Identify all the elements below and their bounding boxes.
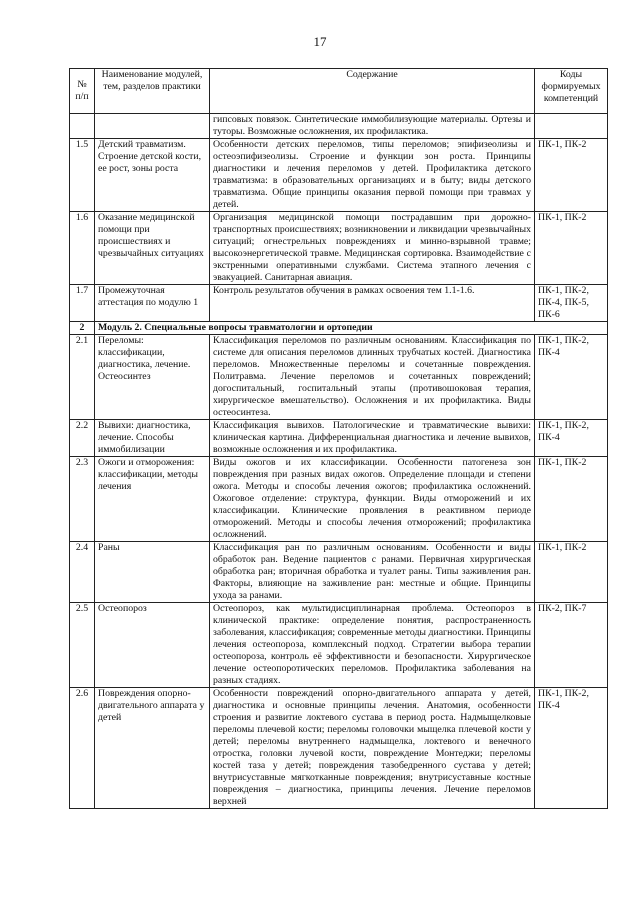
row-content: Особенности детских переломов, типы переломов; эпифизеолизы и остеоэпифизеолизы. Строение и функции зон роста. Принципы диагностики и лечения переломов у детей. Профилактика детского травматизма: в образовательных организациях и в быту; виды детского травматизма. Общие принципы оказания первой помощи при травмах у детей. <box>210 139 535 212</box>
row-name: Детский травматизм. Строение детской кости, ее рост, зоны роста <box>95 139 210 212</box>
module-number: 2 <box>70 322 95 335</box>
table-row <box>70 212 608 285</box>
header-number: № п/п <box>70 69 95 114</box>
curriculum-table <box>69 68 608 809</box>
module-title: Модуль 2. Специальные вопросы травматологии и ортопедии <box>95 322 608 335</box>
row-content: Классификация переломов по различным основаниям. Классификация по системе для описания переломов длинных трубчатых костей. Диагностика переломов. Множественные переломы и сочетанные повреждения. Политравма. Лечение переломов и сочетанных повреждений; догоспитальный, госпитальный этапы (противошоковая терапия, хирургическое вмешательство). Осложнения и их профилактика. Виды остеосинтеза. <box>210 335 535 420</box>
module-row <box>70 322 608 335</box>
row-name: Ожоги и отморожения: классификации, методы лечения <box>95 457 210 542</box>
row-number: 2.3 <box>70 457 95 542</box>
header-codes: Коды формируемых компетенций <box>535 69 608 114</box>
table-row <box>70 114 608 139</box>
row-content: Организация медицинской помощи пострадавшим при дорожно-транспортных происшествиях; возникновении и ликвидации чрезвычайных ситуаций; огнестрельных повреждениях и минно-взрывной травме; высокоэнергетической травме. Медицинская сортировка. Взаимодействие с экстренными оперативными службами. Система этапного лечения с эвакуацией. Санитарная авиация. <box>210 212 535 285</box>
page-number: 17 <box>313 34 327 49</box>
row-name: Остеопороз <box>95 603 210 688</box>
row-content: Виды ожогов и их классификации. Особенности патогенеза зон повреждения при разных видах ожогов. Определение площади и степени ожога. Методы и способы лечения ожогов; профилактика осложнений. Ожоговое отделение: структура, функции. Виды отморожений и их классификации. Клинические проявления в реактивном периоде отморожений. Методы и способы лечения отморожений; профилактика осложнений. <box>210 457 535 542</box>
row-content: Особенности повреждений опорно-двигательного аппарата у детей, диагностика и основные принципы лечения. Анатомия, особенности строения и развитие локтевого сустава в период роста. Надмыщелковые переломы плечевой кости; переломы головочки мыщелка плечевой кости у детей; переломы внутреннего надмыщелка, локтевого и венечного отростка, головки лучевой кости, повреждение Монтеджи; переломы костей таза у детей; повреждения тазобедренного сустава у детей; внутрисуставные мягкотканные повреждения; внутрисуставные костные повреждения – диагностика, принципы лечения. Лечение переломов верхней <box>210 688 535 809</box>
row-codes: ПК-1, ПК-2, ПК-4 <box>535 335 608 420</box>
row-number: 2.6 <box>70 688 95 809</box>
row-codes: ПК-1, ПК-2 <box>535 457 608 542</box>
row-codes: ПК-2, ПК-7 <box>535 603 608 688</box>
row-number <box>70 114 95 139</box>
row-name: Промежуточная аттестация по модулю 1 <box>95 285 210 322</box>
row-number: 1.6 <box>70 212 95 285</box>
row-name: Раны <box>95 542 210 603</box>
row-codes: ПК-1, ПК-2 <box>535 139 608 212</box>
row-number: 2.1 <box>70 335 95 420</box>
row-name: Повреждения опорно-двигательного аппарата у детей <box>95 688 210 809</box>
row-codes: ПК-1, ПК-2 <box>535 542 608 603</box>
row-content: гипсовых повязок. Синтетические иммобилизующие материалы. Ортезы и туторы. Возможные осложнения, их профилактика. <box>210 114 535 139</box>
row-number: 2.5 <box>70 603 95 688</box>
table-row <box>70 688 608 809</box>
row-content: Остеопороз, как мультидисциплинарная проблема. Остеопороз в клинической практике: определение понятия, распространенность заболевания, классификация; современные методы диагностики. Принципы лечения остеопороза, комплексный подход. Стратегии выбора терапии остеопороза, контроль её эффективности и безопасности. Хирургическое лечение остеопоротических переломов. Профилактика заболевания на разных стадиях. <box>210 603 535 688</box>
table-row <box>70 285 608 322</box>
table-header-row <box>70 69 608 114</box>
row-codes <box>535 114 608 139</box>
row-number: 2.4 <box>70 542 95 603</box>
table-row <box>70 139 608 212</box>
row-content: Классификация вывихов. Патологические и травматические вывихи: клиническая картина. Дифференциальная диагностика и лечение вывихов, возможные осложнения и их профилактика. <box>210 420 535 457</box>
table-row <box>70 420 608 457</box>
row-codes: ПК-1, ПК-2, ПК-4 <box>535 688 608 809</box>
row-codes: ПК-1, ПК-2, ПК-4 <box>535 420 608 457</box>
table-row <box>70 603 608 688</box>
header-content: Содержание <box>210 69 535 114</box>
row-name: Переломы: классификации, диагностика, лечение. Остеосинтез <box>95 335 210 420</box>
row-codes: ПК-1, ПК-2, ПК-4, ПК-5, ПК-6 <box>535 285 608 322</box>
row-number: 1.7 <box>70 285 95 322</box>
header-name: Наименование модулей, тем, разделов практики <box>95 69 210 114</box>
row-content: Контроль результатов обучения в рамках освоения тем 1.1-1.6. <box>210 285 535 322</box>
row-number: 2.2 <box>70 420 95 457</box>
table-row <box>70 335 608 420</box>
row-content: Классификация ран по различным основаниям. Особенности и виды обработок ран. Ведение пациентов с ранами. Первичная хирургическая обработка ран; вторичная обработка и туалет раны. Типы заживления ран. Факторы, влияющие на заживление ран: местные и общие. Принципы ухода за ранами. <box>210 542 535 603</box>
table-row <box>70 457 608 542</box>
table-row <box>70 542 608 603</box>
row-number: 1.5 <box>70 139 95 212</box>
row-name <box>95 114 210 139</box>
row-name: Оказание медицинской помощи при происшествиях и чрезвычайных ситуациях <box>95 212 210 285</box>
row-codes: ПК-1, ПК-2 <box>535 212 608 285</box>
row-name: Вывихи: диагностика, лечение. Способы иммобилизации <box>95 420 210 457</box>
